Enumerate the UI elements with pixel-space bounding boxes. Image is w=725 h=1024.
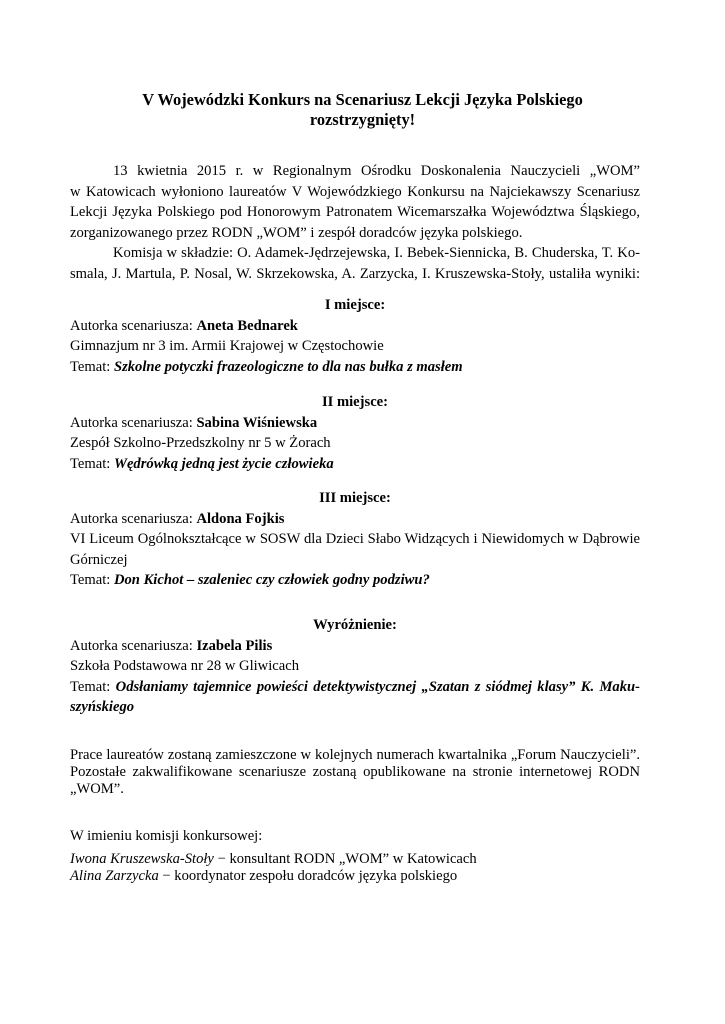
place-heading: III miejsce:: [319, 490, 391, 506]
topic-label: Temat:: [70, 572, 111, 588]
topic-line: [70, 357, 640, 378]
title-line-2: rozstrzygnięty!: [309, 110, 416, 129]
author-label: Autorka scenariusza:: [70, 317, 193, 334]
topic-text: Wędrówką jedną jest życie człowieka: [113, 455, 334, 472]
topic-text-line-2: szyńskiego: [70, 699, 135, 715]
signature-intro: W imieniu komisji konkursowej:: [70, 828, 263, 844]
topic-text: Don Kichot – szaleniec czy człowiek godny podziwu?: [113, 572, 430, 588]
topic-line: [70, 677, 640, 698]
title-line-1: V Wojewódzki Konkurs na Scenariusz Lekcji Języka Polskiego: [142, 90, 583, 109]
topic-label: Temat:: [70, 358, 111, 375]
signatory-name: Alina Zarzycka: [70, 868, 159, 884]
intro-p2-line-2: smala, J. Martula, P. Nosal, W. Skrzekowska, A. Zarzycka, I. Kruszewska-Stoły, ustaliła wyniki:: [70, 265, 640, 282]
intro-paragraph-1: [70, 161, 640, 243]
author-name: Aldona Fojkis: [196, 510, 285, 527]
intro-section: [70, 161, 640, 284]
intro-p2-line-1: Komisja w składzie: O. Adamek-Jędrzejewska, I. Bebek-Siennicka, B. Chuderska, T. Ko-: [113, 245, 640, 261]
outro-line-2: Pozostałe zakwalifikowane scenariusze zostaną opublikowane na stronie internetowej RODN: [70, 764, 640, 780]
place-heading: II miejsce:: [321, 394, 389, 410]
school-line: Gimnazjum nr 3 im. Armii Krajowej w Częstochowie: [70, 338, 384, 354]
signature-section: [70, 828, 640, 885]
school-line: Zespół Szkolno-Przedszkolny nr 5 w Żorach: [70, 435, 331, 451]
author-line: [70, 413, 640, 434]
author-name: Aneta Bednarek: [196, 317, 298, 334]
topic-label: Temat:: [70, 455, 111, 472]
signatory-role: − konsultant RODN „WOM” w Katowicach: [213, 851, 477, 867]
author-line: [70, 316, 640, 337]
topic-text: Szkolne potyczki frazeologiczne to dla nas bułka z masłem: [113, 358, 463, 375]
topic-label: Temat:: [70, 678, 111, 695]
outro-line-3: „WOM”.: [70, 781, 124, 797]
author-label: Autorka scenariusza:: [70, 414, 193, 431]
closing-paragraph: [70, 747, 640, 798]
author-line: [70, 636, 640, 657]
intro-p1-line-1: 13 kwietnia 2015 r. w Regionalnym Ośrodku Doskonalenia Nauczycieli „WOM”: [113, 163, 640, 179]
author-label: Autorka scenariusza:: [70, 637, 193, 654]
place-heading: I miejsce:: [324, 297, 386, 313]
author-line: [70, 509, 640, 530]
topic-line: [70, 570, 640, 591]
outro-line-1: Prace laureatów zostaną zamieszczone w kolejnych numerach kwartalnika „Forum Nauczycieli”.: [70, 747, 640, 763]
signatory-2: [70, 868, 640, 885]
author-label: Autorka scenariusza:: [70, 510, 193, 527]
school-line: Szkoła Podstawowa nr 28 w Gliwicach: [70, 658, 299, 674]
intro-p1-line-4: zorganizowanego przez RODN „WOM” i zespół doradców języka polskiego.: [70, 224, 523, 241]
school-line-2: Górniczej: [70, 551, 128, 568]
winner-third: [70, 488, 640, 591]
topic-line: [70, 454, 640, 475]
winner-first: [70, 295, 640, 377]
winner-second: [70, 392, 640, 474]
signatory-name: Iwona Kruszewska-Stoły: [70, 851, 214, 867]
author-name: Sabina Wiśniewska: [196, 414, 318, 431]
signatory-role: − koordynator zespołu doradców języka polskiego: [158, 868, 458, 884]
winner-distinction: [70, 615, 640, 718]
place-heading: Wyróżnienie:: [313, 617, 397, 633]
school-line: VI Liceum Ogólnokształcące w SOSW dla Dzieci Słabo Widzących i Niewidomych w Dąbrowie: [70, 531, 640, 547]
signatory-1: [70, 851, 640, 868]
intro-paragraph-2: [70, 243, 640, 284]
document-title: [60, 90, 665, 130]
author-name: Izabela Pilis: [196, 637, 273, 654]
topic-text: Odsłaniamy tajemnice powieści detektywistycznej „Szatan z siódmej klasy” K. Maku-: [115, 678, 640, 695]
intro-p1-line-3: Lekcji Języka Polskiego pod Honorowym Patronatem Wicemarszałka Województwa Śląskiego,: [70, 204, 640, 220]
intro-p1-line-2: w Katowicach wyłoniono laureatów V Wojewódzkiego Konkursu na Najciekawszy Scenariusz: [70, 183, 640, 200]
